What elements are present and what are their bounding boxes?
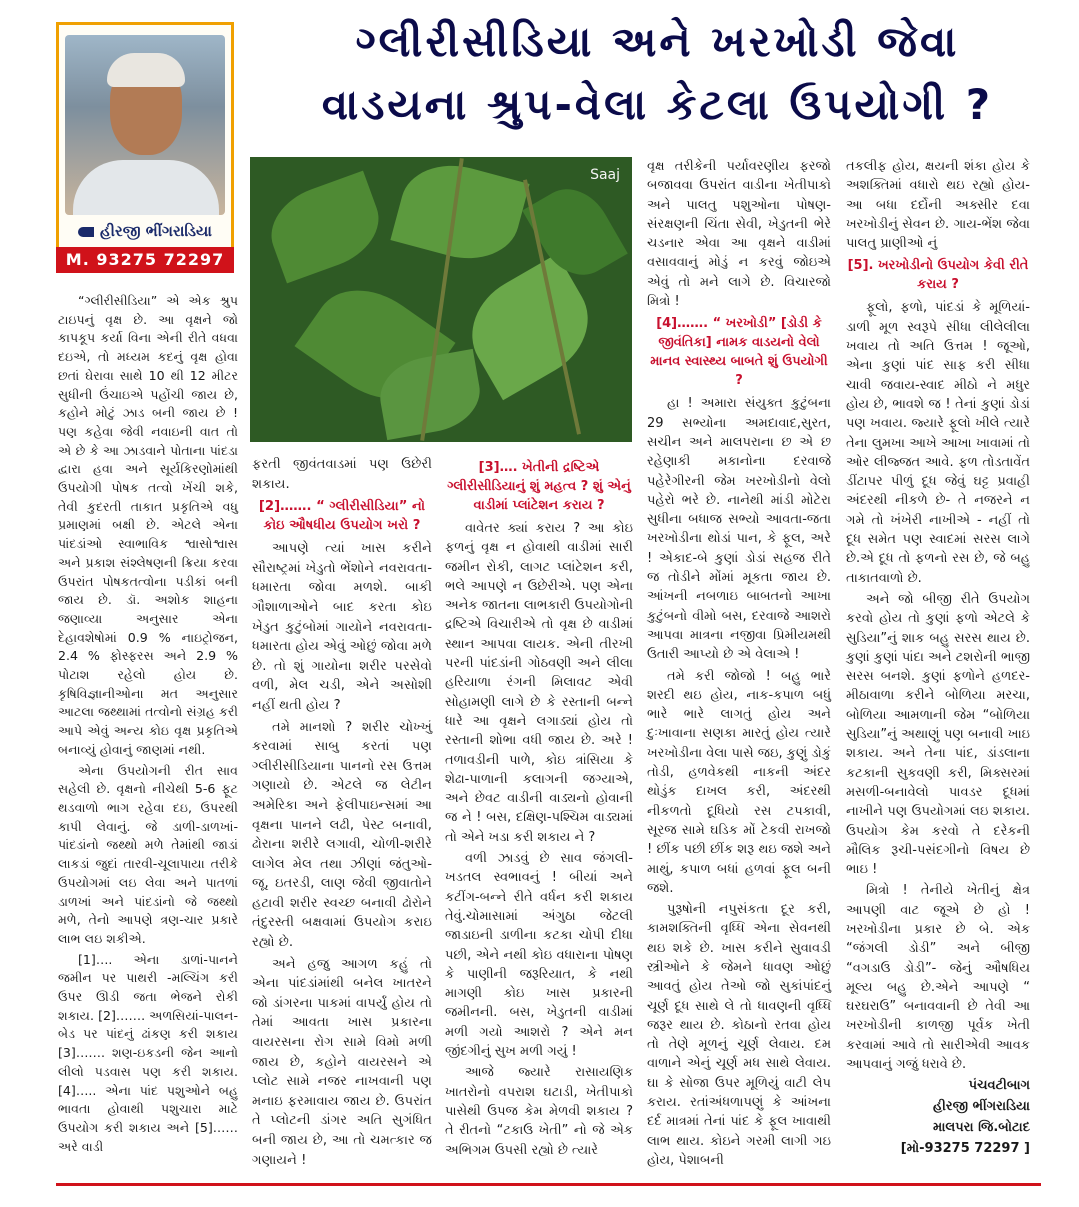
paragraph: હા ! અમારા સંયુક્ત કુટુંબના 29 સભ્યોના અમદાવાદ,સુરત, સચીન અને માલપરાના છ એ છ રહેણાકી મકાનોના દરવાજે પહેરેગીરની જેમ ખરખોડીનો વેલો પહેરો ભરે છે. નાનેથી માંડી મોટેરા સુધીના બધાજ સભ્યો આવતા-જતા ખરખોડીના થોડાં પાન, કે ફૂલ, અરે ! એકાદ-બે કુણાં ડોડાં સહજ રીતે જ તોડીને મોંમાં મૂકતા જાય છે. આંખની નબળાઇ બાબતનો આખા કુટુંબનો વીમો બસ, દરવાજે આશરો આપવા માત્રના નજીવા પ્રિમીયમથી ઉતારી આપ્યો છે એ વેલાએ ! — [647, 396, 831, 663]
photo-credit: Saaj — [590, 167, 620, 183]
paragraph: ફરતી જીવંતવાડમાં પણ ઉછેરી શકાય. — [252, 457, 432, 492]
author-name-text: હીરજી ભીંગરાડિયા — [100, 222, 212, 240]
column-3 — [445, 455, 633, 1162]
paragraph: મિત્રો ! તેનીયે ખેતીનું ક્ષેત્ર આપણી વાટ જૂએ છે હો ! ખરખોડીના પ્રકાર છે બે. એક “જંગલી ડોડી” અને બીજી “વગડાઉ ડોડી”- જેનું ઔષધિય મૂલ્ય બહુ છે.એને આપણે “ ઘરઘરાઉ” બનાવવાની છે તેવી આ ખરખોડીની કાળજી પૂર્વક ખેતી કરવામાં આવે તો સારીએવી આવક આપવાનું ગજું ધરાવે છે. — [846, 883, 1030, 1073]
signature-line: હીરજી ભીંગરાડિયા — [932, 1099, 1030, 1115]
section-title-5: [5]. ખરખોડીનો ઉપયોગ કેવી રીતે કરાય ? — [847, 258, 1029, 293]
paragraph: ફૂલો, ફળો, પાંદડાં કે મૂળિયાં-ડાળી મૂળ સ્વરૂપે સીધા લીલેલીલા ખવાય તો અતિ ઉત્તમ ! જૂઓ, એના કુણાં પાંદ સાફ કરી સીધા ચાવી જવાય-સ્વાદ મીઠો ને મધુર હોય છે, ભાવશે જ ! તેનાં કુણાં ડોડાં પણ ખવાય. જ્યારે ફૂલો ખીલે ત્યારે તેના લુમખા આખે આખા ખાવામાં તો ઓર લીજ્જત આવે. ફળ તોડતાવેંત ડીંટાપર પીળું દૂધ જેવું ઘટ્ટ પ્રવાહી અંદરથી નીકળે છે- તે નજરને ન ગમે તો ખંખેરી નાખીએ - નહીં તો દૂધ સમેત પણ સ્વાદમાં સરસ લાગે છે.એ દૂધ તો ફળનો રસ છે, જે બહુ તાકાતવાળો છે. — [846, 300, 1030, 586]
paragraph: વળી ઝાડવું છે સાવ જંગલી-ખડતલ સ્વભાવનું ! બીયાં અને કટીંગ-બન્ને રીતે વર્ધન કરી શકાય તેવું.ચોમાસામાં અંગુઠા જેટલી જાડાઇની ડાળીના કટકા ચોપી દીધા પછી, એને નથી કોઇ વધારાના પોષણ કે પાણીની જરૂરિયાત, કે નથી માગણી કોઇ ખાસ પ્રકારની જમીનની. બસ, ખેડુતની વાડીમાં મળી ગયો આશરો ? એને મન જીંદગીનું સુખ મળી ગયું ! — [445, 851, 633, 1060]
column-5 — [846, 157, 1030, 1160]
paragraph: અને હજુ આગળ કહું તો એના પાંદડાંમાંથી બનેલ ખાતરને જો ડાંગરના પાકમાં વાપર્યું હોય તો તેમાં આવતા ખાસ પ્રકારના વાયરસના રોગ સામે વિમો મળી જાય છે, કહોને વાયરસને એ પ્લોટ સામે નજર નાખવાની પણ મનાઇ ફરમાવાય જાય છે. ઉપરાંત તે પ્લોટની ડાંગર અતિ સુગંધિત બની જાય છે, આ તો ચમત્કાર જ ગણાયને ! — [252, 956, 432, 1168]
column-1 — [58, 292, 238, 1158]
column-4 — [647, 157, 831, 1172]
author-photo — [65, 35, 225, 215]
paragraph: એના ઉપયોગની રીત સાવ સહેલી છે. વૃક્ષનો નીચેથી 5-6 ફૂટ થડવાળો ભાગ રહેવા દઇ, ઉપરથી કાપી લેવાનું. જે ડાળી-ડાળખાં-પાંદડાંનો જથ્થો મળે તેમાંથી જાડાં લાકડાં જુદાં તારવી-ચૂલાપાયા તરીકે ઉપયોગમાં લઇ લેવા અને પાતળાં ડાળખાં અને પાંદડાંનો જે જથ્થો મળે, તેનો આપણે ત્રણ-ચાર પ્રકારે લાભ લઇ શકીએ. — [58, 762, 238, 946]
paragraph: [1]…. એના ડાળાં-પાનને જમીન પર પાથરી -મલ્ચિંગ કરી ઉપર ઊડી જતા ભેજને રોકી શકાય. [2]……. અળસિયાં-પાલન-બેડ પર પાંદનું ઢાંકણ કરી શકાય [3]……. શણ-ઇકડની જેન આનો લીલો પડવાસ પણ કરી શકાય. [4]….. એના પાંદ પશુઓને બહુ ભાવતા હોવાથી પશુચારા માટે ઉપયોગ કરી શકાય અને [5]…… અરે વાડી — [58, 951, 238, 1154]
headline-line-2: વાડયના શ્રુપ-વેલા કેટલા ઉપયોગી ? — [321, 80, 994, 129]
paragraph: આજે જ્યારે રાસાયણિક ખાતરોનો વપરાશ ઘટાડી, ખેતીપાકો પાસેથી ઉપજ કેમ મેળવી શકાય ? તે રીતનો “ટકાઉ ખેતી” નો જે એક અભિગમ ઉપસી રહ્યો છે ત્યારે — [445, 1065, 633, 1158]
pen-icon — [78, 227, 94, 237]
paragraph: અને જો બીજી રીતે ઉપયોગ કરવો હોય તો કુણાં ફળો એટલે કે સુડિયા”નું શાક બહુ સરસ થાય છે. કુણાં કુણાં પાંદા અને ટશરોની ભાજી સરસ બનશે. કુણાં ફળોને હળદર-મીઠાવાળા કરીને બોળિયા મરચા, બોળિયા આમળાની જેમ “બોળિયા સુડિયા”નું અથાણું પણ બનાવી ખાઇ શકાય. અને તેના પાંદ, ડાંડલાના કટકાની સુકવણી કરી, મિક્સરમાં મસળી-બનાવેલો પાવડર દૂધમાં નાખીને પણ ઉપયોગમાં લઇ શકાય. ઉપયોગ કેમ કરવો તે દરેકની મૌલિક રૂચી-પસંદગીનો વિષય છે ભાઇ ! — [846, 591, 1030, 878]
headline-line-1: ગ્લીરીસીડિયા અને ખરખોડી જેવા — [355, 17, 960, 66]
paragraph: તકલીફ હોય, ક્ષયની શંકા હોય કે અશક્તિમાં વધારો થઇ રહ્યો હોય-આ બધા દર્દોની અક્સીર દવા ખરખોડીનું સેવન છે. ગાય-ભેંશ જેવા પાલતુ પ્રાણીઓ નું — [846, 159, 1030, 252]
paragraph: પુરૂષોની નપુસંકતા દૂર કરી, કામશક્તિની વૃધ્ધિ એના સેવનથી થઇ શકે છે. ખાસ કરીને સુવાવડી સ્ત્રીઓને કે જેમને ધાવણ ઓછું આવતું હોય તેઓ જો સુકાંપાંદનું ચૂર્ણ દૂધ સાથે લે તો ધાવણની વૃધ્ધિ જરૂર થાય છે. કોઠાનો રતવા હોય તો તેણે મૂળનું ચૂર્ણ લેવાય. દમ વાળાને એનું ચૂર્ણ મધ સાથે લેવાય. ઘા કે સોજા ઉપર મૂળિયું વાટી લેપ કરાય. રતાંઅંધળાપણું કે આંખના દર્દ માત્રમાં તેનાં પાંદ કે ફૂલ ખાવાથી લાભ થાય. કોઇને ગરમી લાગી ગઇ હોય, પેશાબની — [647, 902, 831, 1168]
signature-line: માલપરા જિ.બોટાદ — [933, 1120, 1030, 1136]
section-title-2: [2]……. “ ગ્લીરીસીડિયા” નો કોઇ ઔષધીય ઉપયોગ ખરો ? — [258, 499, 426, 534]
author-phone: M. 93275 72297 — [56, 247, 234, 273]
signature-line: [મો-93275 72297 ] — [900, 1141, 1030, 1157]
plant-photo — [250, 157, 632, 442]
paragraph: વાવેતર ક્યાં કરાય ? આ કોઇ ફળનું વૃક્ષ ન હોવાથી વાડીમાં સારી જમીન રોકી, લાગટ પ્લાંટેશન કરી, ભલે આપણે ન ઉછેરીએ. પણ એના અનેક જાતના લાભકારી ઉપયોગોની દ્રષ્ટિએ વિચારીએ તો વૃક્ષ છે વાડીમાં સ્થાન આપવા લાયક. એની તીરખી પરની પાંદડાંની ગોઠવણી અને લીલા હરિયાળા રંગની મિલાવટ એવી સોહામણી લાગે છે કે રસ્તાની બન્ને ધારે આ વૃક્ષને લગાડ્યાં હોય તો રસ્તાની શોભા વધી જાય છે. અરે ! તળાવડીની પાળે, કોઇ ત્રાંસિયા કે શેઢા-પાળાની કલાગની જગ્યાએ, અને છેવટ વાડીની વાડ્યનો હોવાની જ ને ! બસ, દક્ષિણ-પશ્ચિમ વાડ્યમાં તો એને ખડા કરી શકાય ને ? — [445, 521, 633, 845]
paragraph: “ગ્લીરીસીડિયા” એ એક શ્રુપ ટાઇપનું વૃક્ષ છે. આ વૃક્ષને જો કાપકૂપ કર્યા વિના એની રીતે વધવા દઇએ, તો મધ્યમ કદનું વૃક્ષ હોવા છતાં ઘેરાવા સાથે 10 થી 12 મીટર સુધીની ઉંચાઇએ પહોંચી જાય છે, કહોને મોટું ઝાડ બની જાય છે ! પણ કહેવા જેવી નવાઇની વાત તો એ છે કે આ ઝાડવાને પોતાના પાંદડા દ્વારા હવા અને સૂર્યકિરણોમાંથી ઉપયોગી પોષક તત્વો ખેંચી શકે, તેવી કુદરતી તાકાત પ્રકૃતિએ વધુ પ્રમાણમાં બક્ષી છે. એટલે એના પાંદડાંઓ સ્વાભાવિક શ્વાસોશ્વાસ અને પ્રકાશ સંશ્લેષણની ક્રિયા કરવા ઉપરાંત પોષકતત્વોના પડીકાં બની જાય છે. ડૉ. અશોક શાહના જણાવ્યા અનુસાર એના દેહાવશેષોમાં 0.9 % નાઇટ્રોજન, 2.4 % ફોસ્ફરસ અને 2.9 % પોટાશ રહેલો હોય છે. કૃષિવિજ્ઞાનીઓના મત અનુસાર આટલા જથ્થામાં તત્વોનો સંગ્રહ કરી આપે એવું અન્ય કોઇ વૃક્ષ પ્રકૃતિએ બનાવ્યું હોવાનું જાણમાં નથી. — [58, 293, 238, 757]
section-title-4: [4]……. “ ખરખોડી” [ડોડી કે જીવંતિકા] નામક વાડયનો વેલો માનવ સ્વાસ્થ્ય બાબતે શું ઉપયોગી ? — [650, 316, 828, 389]
author-box — [56, 22, 234, 272]
paragraph: તમે માનશો ? શરીર ચોખ્ખું કરવામાં સાબુ કરતાં પણ ગ્લીરીસીડિયાના પાનનો રસ ઉત્તમ ગણાયો છે. એટલે જ લેટીન અમેરિકા અને ફેલીપાઇન્સમાં આ વૃક્ષના પાનને લઢી, પેસ્ટ બનાવી, ઢોરાના શરીરે લગાવી, ચોળી-શરીરે લાગેલ મેલ તથા ઝીણાં જંતુઓ-જૂ, ઇતરડી, લાણ જેવી જીવાતોને હટાવી શરીર સ્વચ્છ બનાવી ઢોરોને તંદુરસ્તી બક્ષવામાં ઉપયોગ કરાઇ રહ્યો છે. — [252, 719, 432, 951]
signature-line: પંચવટીબાગ — [968, 1078, 1030, 1094]
paragraph: આપણે ત્યાં ખાસ કરીને સૌરાષ્ટ્રમાં ખેડુતો ભેંશોને નવરાવતા-ધમારતા જોવા મળશે. બાકી ગૌશાળાઓને બાદ કરતા કોઇ ખેડુત કુટુંબોમાં ગાયોને નવરાવતા-ધમારતા હોય એવું ઓછું જોવા મળે છે. તો શું ગાયોના શરીર પરસેવો વળી, મેલ ચડી, એને અસોશી નહીં થતી હોય ? — [252, 541, 432, 713]
headline — [250, 14, 1065, 134]
column-2 — [252, 455, 432, 1172]
author-name — [59, 222, 231, 240]
bottom-rule — [56, 1183, 1041, 1186]
section-title-3: [3]…. ખેતીની દ્રષ્ટિએ ગ્લીરીસીડિયાનું શું મહત્વ ? શું એનું વાડીમાં પ્લાંટેશન કરાય ? — [447, 460, 631, 513]
paragraph: વૃક્ષ તરીકેની પર્યાવરણીય ફરજો બજાવવા ઉપરાંત વાડીના ખેતીપાકો અને પાલતુ પશુઓના પોષણ-સંરક્ષણની ચિંતા સેવી, ખેડુતની ભેરે ચડનાર એવા આ વૃક્ષને વાડીમાં વસાવવાનું મોડું ન કરવું જોઇએ એવું તો મને લાગે છે. વિચારજો મિત્રો ! — [647, 159, 831, 310]
paragraph: તમે કરી જોજો ! બહુ ભારે શરદી થઇ હોય, નાક-કપાળ બધું ભારે ભારે લાગતું હોય અને દુઃખાવાના સણકા મારતું હોય ત્યારે ખરખોડીના વેલા પાસે જઇ, કુણું ડોકું તોડી, હળવેકથી નાકની અંદર થોડુંક દાખલ કરી, અંદરથી નીકળતો દૂધિયો રસ ટપકાવી, સૂરજ સામે ઘડિક મોં ટેકવી રાખજો ! છીંક પછી છીંક શરૂ થઇ જશે અને માથું, કપાળ બધાં હળવાં ફૂલ બની જશે. — [647, 668, 831, 896]
